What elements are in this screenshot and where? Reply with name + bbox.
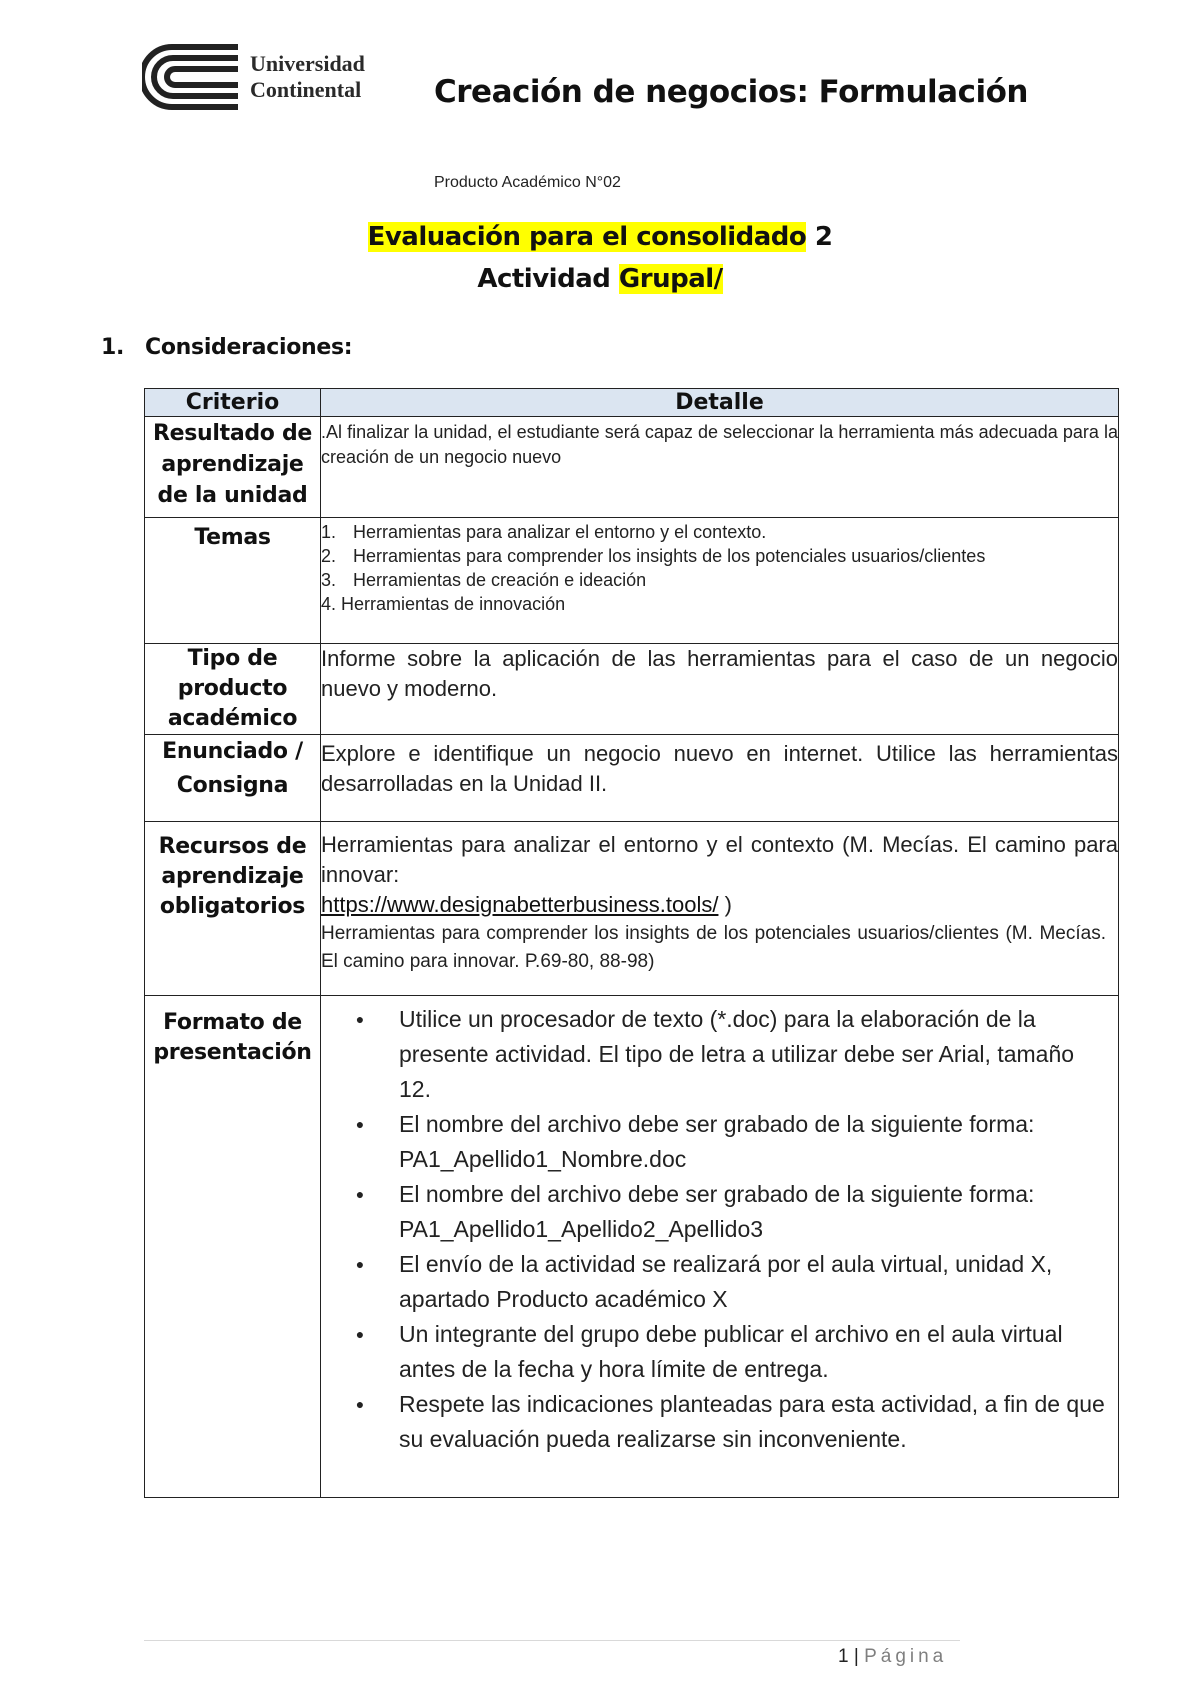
page-footer: [838, 1646, 947, 1668]
criterion-cell: Recursos de aprendizaje obligatorios: [145, 822, 321, 996]
section-heading: [101, 335, 352, 360]
list-item: [321, 1387, 1118, 1457]
activity-label: Actividad: [477, 264, 619, 294]
list-item: [321, 1177, 1118, 1247]
bullet-text: Un integrante del grupo debe publicar el archivo en el aula virtual antes de la fecha y hora límite de entrega.: [399, 1321, 1063, 1382]
activity-title: [0, 264, 1200, 294]
criterion-cell: Resultado de aprendizaje de la unidad: [145, 417, 321, 518]
detail-cell: Explore e identifique un negocio nuevo en internet. Utilice las herramientas desarrolladas en la Unidad II.: [321, 735, 1119, 822]
bullet-icon: ●: [355, 1116, 365, 1132]
logo-line-1: Universidad: [250, 51, 365, 76]
bullet-icon: ●: [355, 1011, 365, 1027]
detail-cell: Informe sobre la aplicación de las herramientas para el caso de un negocio nuevo y moderno.: [321, 644, 1119, 735]
detail-cell: [321, 822, 1119, 996]
product-number: Producto Académico N°02: [434, 174, 621, 191]
list-item: [321, 568, 1118, 592]
activity-type-highlight: Grupal/: [618, 264, 723, 294]
bullet-icon: ●: [355, 1186, 365, 1202]
topics-list: [321, 518, 1118, 592]
detail-cell: [321, 996, 1119, 1498]
topic-number: 1.: [321, 522, 337, 542]
university-logo: [142, 44, 392, 114]
bullet-icon: ●: [355, 1396, 365, 1412]
page-number: 1: [838, 1646, 849, 1667]
topic-four: 4. Herramientas de innovación: [321, 594, 566, 614]
evaluation-title-highlight: Evaluación para el consolidado: [367, 222, 807, 252]
table-row: [145, 518, 1119, 644]
evaluation-title: [0, 222, 1200, 252]
section-number: 1.: [101, 335, 125, 360]
criterion-cell: Enunciado / Consigna: [145, 735, 321, 822]
section-title: Consideraciones:: [145, 335, 353, 360]
resources-part-1: Herramientas para analizar el entorno y el contexto (M. Mecías. El camino para innovar:: [321, 832, 1118, 887]
list-item: [321, 1247, 1118, 1317]
resources-part-2: ): [718, 892, 732, 917]
footer-divider: [144, 1640, 960, 1641]
resources-text: [321, 830, 1118, 920]
criterion-text: Formato de presentación: [153, 1010, 312, 1065]
evaluation-title-number: 2: [806, 222, 833, 252]
logo-line-2: Continental: [250, 77, 362, 102]
list-item: [321, 520, 1118, 544]
table-header-row: [145, 389, 1119, 417]
university-name: [250, 51, 365, 103]
table-row: [145, 822, 1119, 996]
criterion-cell: [145, 996, 321, 1498]
bullet-icon: ●: [355, 1326, 365, 1342]
topic-text: Herramientas de creación e ideación: [353, 570, 647, 590]
bullet-text: El nombre del archivo debe ser grabado de la siguiente forma: PA1_Apellido1_Nombre.doc: [399, 1111, 1035, 1172]
list-item: [321, 1317, 1118, 1387]
header-criterio: Criterio: [145, 389, 321, 417]
table-row: [145, 996, 1119, 1498]
header-detalle: Detalle: [321, 389, 1119, 417]
bullet-text: Utilice un procesador de texto (*.doc) para la elaboración de la presente actividad. El tipo de letra a utilizar debe ser Arial, tamaño 12.: [399, 1006, 1075, 1102]
topic-number: 2.: [321, 546, 337, 566]
university-logo-icon: [142, 44, 242, 110]
table-row: [145, 417, 1119, 518]
topic-text: Herramientas para analizar el entorno y el contexto.: [353, 522, 767, 542]
resource-link[interactable]: https://www.designabetterbusiness.tools/: [321, 892, 719, 917]
course-title: Creación de negocios: Formulación: [434, 74, 1028, 110]
table-row: [145, 735, 1119, 822]
table-row: [145, 644, 1119, 735]
criterion-cell: Tipo de producto académico: [145, 644, 321, 735]
footer-separator: |: [853, 1646, 859, 1667]
resources-part-3: Herramientas para comprender los insights de los potenciales usuarios/clientes (M. Mecías. El camino para innovar. P.69-80, 88-98): [321, 923, 1106, 972]
criterion-cell: Temas: [145, 518, 321, 644]
list-item: [321, 1002, 1118, 1107]
bullet-text: El envío de la actividad se realizará por el aula virtual, unidad X, apartado Producto académico X: [399, 1251, 1053, 1312]
list-item: [321, 1107, 1118, 1177]
detail-cell: .Al finalizar la unidad, el estudiante será capaz de seleccionar la herramienta más adecuada para la creación de un negocio nuevo: [321, 417, 1119, 518]
page-word: Página: [864, 1646, 948, 1667]
topic-text: Herramientas para comprender los insights de los potenciales usuarios/clientes: [353, 546, 986, 566]
format-bullets: [321, 996, 1118, 1461]
list-item: [321, 544, 1118, 568]
bullet-text: El nombre del archivo debe ser grabado de la siguiente forma: PA1_Apellido1_Apellido2_Apellido3: [399, 1181, 1035, 1242]
bullet-text: Respete las indicaciones planteadas para esta actividad, a fin de que su evaluación pueda realizarse sin inconveniente.: [399, 1391, 1105, 1452]
bullet-icon: ●: [355, 1256, 365, 1272]
criteria-table: [144, 388, 1119, 1498]
detail-cell: [321, 518, 1119, 644]
topic-number: 3.: [321, 570, 337, 590]
